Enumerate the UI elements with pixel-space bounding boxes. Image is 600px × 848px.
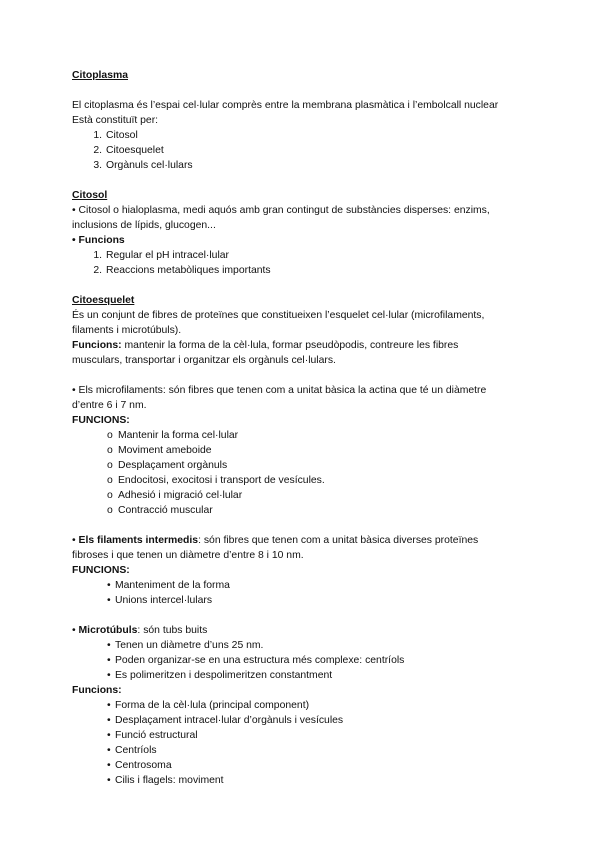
microfilaments-line-2: d’entre 6 i 7 nm. xyxy=(72,400,147,411)
heading-citoesquelet: Citoesquelet xyxy=(72,295,135,306)
list-item: • Centríols xyxy=(107,745,157,756)
microtubuls-props-list xyxy=(72,638,532,683)
list-item: o Contracció muscular xyxy=(107,505,213,516)
citosol-funcions-label: • Funcions xyxy=(72,235,125,246)
list-item: o Adhesió i migració cel·lular xyxy=(107,490,243,501)
list-item: • Manteniment de la forma xyxy=(107,580,230,591)
intermedis-line-1: • Els filaments intermedis: són fibres que tenen com a unitat bàsica diverses proteïnes xyxy=(72,535,479,546)
intermedis-funcions-list xyxy=(72,578,532,608)
list-item: o Mantenir la forma cel·lular xyxy=(107,430,239,441)
citoesquelet-funcions-label: Funcions: xyxy=(72,340,122,351)
citoesquelet-funcions-line-2: musculars, transportar i organitzar els orgànuls cel·lulars. xyxy=(72,355,336,366)
citoesquelet-desc-line-1: És un conjunt de fibres de proteïnes que constitueixen l’esquelet cel·lular (microfilaments, xyxy=(72,310,485,321)
microtubuls-funcions-label: Funcions: xyxy=(72,685,122,696)
citoplasma-intro-line-1: El citoplasma és l’espai cel·lular comprès entre la membrana plasmàtica i l’embolcall nuclear xyxy=(72,100,499,111)
microfilaments-line-1: • Els microfilaments: són fibres que tenen com a unitat bàsica la actina que té un diàmetre xyxy=(72,385,487,396)
citosol-desc-line-2: inclusions de lípids, glucogen... xyxy=(72,220,216,231)
list-item: • Desplaçament intracel·lular d’orgànuls i vesícules xyxy=(107,715,344,726)
intermedis-term: Els filaments intermedis xyxy=(78,535,199,546)
list-item: • Poden organizar-se en una estructura més complexe: centríols xyxy=(107,655,405,666)
list-item: 2. Reaccions metabòliques importants xyxy=(93,265,271,276)
list-item: 1. Regular el pH intracel·lular xyxy=(93,250,230,261)
microtubuls-term: Microtúbuls xyxy=(78,625,138,636)
list-item: o Desplaçament orgànuls xyxy=(107,460,228,471)
list-item: • Forma de la cèl·lula (principal component) xyxy=(107,700,310,711)
citoesquelet-funcions-line-1: Funcions: mantenir la forma de la cèl·lula, formar pseudòpodis, contreure les fibres xyxy=(72,340,459,351)
heading-citoplasma: Citoplasma xyxy=(72,70,129,81)
document-content xyxy=(72,68,532,788)
list-item: 2. Citoesquelet xyxy=(93,145,164,156)
list-item: • Unions intercel·lulars xyxy=(107,595,213,606)
list-item: • Cilis i flagels: moviment xyxy=(107,775,224,786)
intermedis-line-2: fibroses i que tenen un diàmetre d’entre 8 i 10 nm. xyxy=(72,550,304,561)
microtubuls-funcions-list xyxy=(72,698,532,788)
list-item: o Endocitosi, exocitosi i transport de vesícules. xyxy=(107,475,325,486)
heading-citosol: Citosol xyxy=(72,190,108,201)
list-item: 3. Orgànuls cel·lulars xyxy=(93,160,193,171)
microfilaments-funcions-list xyxy=(72,428,532,518)
intermedis-funcions-label: FUNCIONS: xyxy=(72,565,130,576)
list-item: o Moviment ameboide xyxy=(107,445,212,456)
citoplasma-list xyxy=(89,128,532,173)
citoplasma-intro-line-2: Està constituït per: xyxy=(72,115,159,126)
microtubuls-line-1: • Microtúbuls: són tubs buits xyxy=(72,625,208,636)
citoesquelet-desc-line-2: filaments i microtúbuls). xyxy=(72,325,182,336)
list-item: • Centrosoma xyxy=(107,760,172,771)
list-item: • Es polimeritzen i despolimeritzen constantment xyxy=(107,670,333,681)
list-item: • Tenen un diàmetre d’uns 25 nm. xyxy=(107,640,264,651)
citosol-funcions-list xyxy=(89,248,532,278)
citosol-desc-line-1: • Citosol o hialoplasma, medi aquós amb gran contingut de substàncies disperses: enzims, xyxy=(72,205,490,216)
microfilaments-funcions-label: FUNCIONS: xyxy=(72,415,130,426)
list-item: • Funció estructural xyxy=(107,730,198,741)
list-item: 1. Citosol xyxy=(93,130,138,141)
